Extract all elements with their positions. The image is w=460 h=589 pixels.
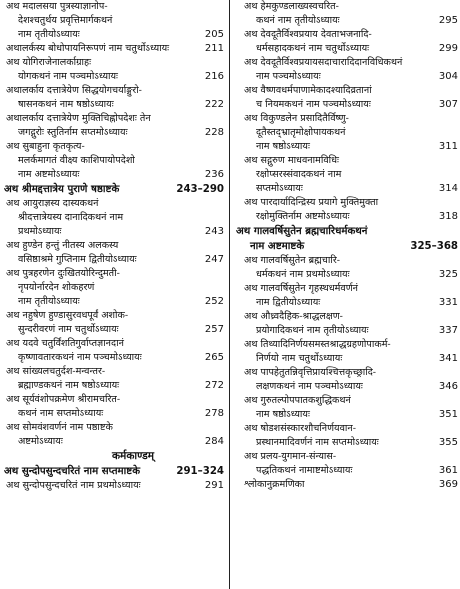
section-heading	[232, 224, 460, 254]
entry-title-line: च नियमकथनं नाम पञ्चमोऽध्यायः	[256, 99, 371, 110]
entry-title-line: अथालर्कस्य बोधोपायनिरूपणं नाम चतुर्थोऽध्यायः	[6, 43, 170, 54]
entry-title-line: दूतैस्तद्भ्रातृमोक्षोपायकथनं	[256, 127, 346, 138]
section-heading	[0, 464, 226, 479]
page-number: 272	[204, 380, 224, 391]
entry-title-line: अथ आयुराज्ञस्य दास्यकथनं	[6, 198, 99, 209]
entry-title-line: अथ सुबाहुना कृतकृत्य-	[6, 141, 85, 152]
page-number: 222	[204, 99, 224, 110]
entry-title-line: अथ वैष्णवधर्मपाणामेकादश्यादिव्रतानां	[244, 85, 372, 96]
toc-entry	[0, 337, 226, 365]
entry-title-line: अथ पारदार्यादिन्द्रिस्य प्रयागे मुक्तिमुक्ता	[244, 197, 379, 208]
toc-entry	[232, 112, 460, 154]
entry-title-line: अथ विकुण्डलेन प्रसादितैर्विष्णु-	[244, 113, 349, 124]
entry-title-line: अथ हेमकुण्डलाख्यस्वचरित-	[244, 1, 339, 12]
toc-entry	[0, 42, 226, 56]
entry-title-line: पद्धतिकथनं नामाष्टमोऽध्यायः	[256, 465, 353, 476]
entry-title-line: रक्षोप्सरस्संवादकथनं नाम	[256, 169, 342, 180]
entry-title-line: नाम षष्ठोऽध्यायः	[256, 409, 310, 420]
toc-entry	[232, 338, 460, 366]
entry-title-line: नृपयोर्नारदेन शोकहरणं	[18, 282, 95, 293]
page-number: 325	[438, 269, 458, 280]
right-column	[232, 0, 460, 492]
entry-title-line: अथ हुण्डेन हन्तुं नीतस्य अलकस्य	[6, 240, 119, 251]
entry-title-line: कृष्णावतारकथनं नाम पञ्चमोऽध्यायः	[18, 352, 142, 363]
toc-entry	[0, 112, 226, 140]
toc-entry	[0, 479, 226, 493]
toc-entry	[232, 450, 460, 478]
entry-title-line: अथ सद्गुरुण माधवनामविधिः	[244, 155, 339, 166]
entry-title-line: अथ औध्र्वदैहिक-श्राद्धलक्षण-	[244, 311, 343, 322]
entry-title-line: नाम षष्ठोऽध्यायः	[256, 141, 310, 152]
page-number: 369	[438, 479, 458, 490]
section-page-range: 243–290	[176, 184, 224, 195]
toc-entry	[0, 365, 226, 393]
page-number: 216	[204, 71, 224, 82]
entry-title-line: अथ यदवे चतुर्विंशतिगुर्वाप्तज्ञानदानं	[6, 338, 124, 349]
entry-title-line: जगद्गुरोः स्तुतिर्नाम सप्तमोऽध्यायः	[18, 127, 128, 138]
page-number: 361	[438, 465, 458, 476]
toc-entry	[0, 84, 226, 112]
section-heading	[0, 182, 226, 197]
entry-title-line: मलर्कमागतं वीक्ष्य काशिपायोपदेशो	[18, 155, 135, 166]
entry-title-line: अथ प्रलय-युगमान-संन्यास-	[244, 451, 337, 462]
entry-title-line: अथ पापहेतुतन्निवृत्तिप्रायश्चित्तकृच्छ्रादि-	[244, 367, 377, 378]
page-number: 318	[438, 211, 458, 222]
entry-title-line: अथालर्काय दत्तात्रेयेण मुक्तिचिह्नोपदेशः तेन	[6, 113, 151, 124]
entry-title-line: अथ सुन्दोपसुन्दचरितं नाम प्रथमोऽध्यायः	[6, 480, 141, 491]
entry-title-line: नाम द्वितीयोऽध्यायः	[256, 297, 321, 308]
toc-entry	[232, 282, 460, 310]
entry-title-line: नाम पञ्चमोऽध्यायः	[256, 71, 321, 82]
entry-title-line: अथ तिथ्यादिनिर्णयसमस्तश्राद्धग्रहणोपाकर्म-	[244, 339, 391, 350]
entry-title-line: श्लोकानुक्रमणिका	[244, 479, 305, 490]
page-number: 291	[204, 480, 224, 491]
toc-entry	[0, 309, 226, 337]
entry-title-line: अथ षोडशसंस्कारशौचनिर्णयवान-	[244, 423, 356, 434]
entry-title-line: सप्तमोऽध्यायः	[256, 183, 303, 194]
entry-title-line: अथालर्काय दत्तात्रेयेण सिद्धयोगचर्याङ्गुरो-	[6, 85, 142, 96]
entry-title-line: कथनं नाम तृतीयोऽध्यायः	[256, 15, 340, 26]
left-column	[0, 0, 226, 493]
page-number: 265	[204, 352, 224, 363]
section-title: अथ सुन्दोपसुन्दचरितं नाम सप्तमाष्टके	[4, 465, 141, 477]
page-number: 205	[204, 29, 224, 40]
page-number: 211	[204, 43, 224, 54]
entry-title-line: वसिष्ठाश्रमे गुप्तिनाम द्वितीयोऽध्यायः	[18, 254, 137, 265]
toc-entry	[232, 0, 460, 28]
entry-title-line: नाम तृतीयोऽध्यायः	[18, 296, 80, 307]
toc-entry	[0, 393, 226, 421]
toc-entry	[0, 197, 226, 239]
entry-title-line: रक्षोमुक्तिर्नाम अष्टमोऽध्यायः	[256, 211, 350, 222]
entry-title-line: अथ सोमवंशवर्णनं नाम पष्ठाष्टके	[6, 422, 113, 433]
toc-entry	[232, 422, 460, 450]
entry-title-line: धर्मकथनं नाम प्रथमोऽध्यायः	[256, 269, 350, 280]
toc-entry	[232, 478, 460, 492]
entry-title-line: अथ मदालसया पुत्रस्याज्ञानोप-	[6, 1, 108, 12]
toc-entry	[232, 394, 460, 422]
entry-title-line: अष्टमोऽध्यायः	[18, 436, 63, 447]
page-number: 351	[438, 409, 458, 420]
entry-title-line: अथ योगिराजेनालर्काग्राहः	[6, 57, 92, 68]
entry-title-line: देशश्चतुर्थय प्रवृत्तिमार्गकथनं	[18, 15, 113, 26]
entry-title-line: अथ सूर्यवंशोपक्रमेण श्रीरामचरित-	[6, 394, 121, 405]
entry-title-line: निर्णयो नाम चतुर्थोऽध्यायः	[256, 353, 343, 364]
page-number: 236	[204, 169, 224, 180]
page-number: 252	[204, 296, 224, 307]
page-number: 304	[438, 71, 458, 82]
entry-title-line: अथ देवदूतैर्विश्वप्रयाय देवताभजनादि-	[244, 29, 372, 40]
entry-title-line: अथ पुत्रहरणेन दुःखितयोरिन्दुमती-	[6, 268, 120, 279]
page-number: 346	[438, 381, 458, 392]
toc-entry	[0, 421, 226, 449]
page-number: 311	[438, 141, 458, 152]
toc-entry	[0, 56, 226, 84]
page-number: 314	[438, 183, 458, 194]
column-divider	[229, 0, 230, 589]
section-title: अथ श्रीमद्दत्तात्रेय पुराणे षष्ठाष्टके	[4, 183, 120, 195]
toc-entry	[0, 0, 226, 42]
toc-entry	[232, 196, 460, 224]
page-number: 337	[438, 325, 458, 336]
page-number: 247	[204, 254, 224, 265]
entry-title-line: धर्मसहादकथनं नाम चतुर्थोऽध्यायः	[256, 43, 370, 54]
entry-title-line: अथ गुरुतल्पोपपातकशुद्धिकथनं	[244, 395, 351, 406]
toc-entry	[0, 239, 226, 267]
section-title-line2: नाम अष्टमाष्टके	[250, 240, 305, 252]
toc-entry	[232, 28, 460, 56]
page-number: 257	[204, 324, 224, 335]
entry-title-line: ब्रह्माण्डकथनं नाम षष्ठोऽध्यायः	[18, 380, 120, 391]
page-number: 295	[438, 15, 458, 26]
entry-title-line: योगकथनं नाम पञ्चमोऽध्यायः	[18, 71, 118, 82]
entry-title-line: अथ सांख्यलचतुर्दश-मन्वन्तर-	[6, 366, 106, 377]
section-page-range: 291–324	[176, 466, 224, 477]
toc-entry	[232, 254, 460, 282]
entry-title-line: सुन्दरीवरणं नाम चतुर्थोऽध्यायः	[18, 324, 119, 335]
entry-title-line: षासनकथनं नाम षष्ठोऽध्यायः	[18, 99, 114, 110]
toc-entry	[0, 267, 226, 309]
page-number: 307	[438, 99, 458, 110]
entry-title-line: लक्षणकथनं नाम पञ्चमोऽध्यायः	[256, 381, 363, 392]
entry-title-line: कथनं नाम सप्तमोऽध्यायः	[18, 408, 104, 419]
page-number: 299	[438, 43, 458, 54]
page-number: 228	[204, 127, 224, 138]
page-number: 341	[438, 353, 458, 364]
page-number: 243	[204, 226, 224, 237]
entry-title-line: अथ गालवर्षिसुतेन ब्रह्मचारि-	[244, 255, 340, 266]
subheading-karmakanda: कर्मकाण्डम्	[111, 450, 154, 462]
toc-entry	[232, 154, 460, 196]
page-number: 331	[438, 297, 458, 308]
toc-entry	[232, 56, 460, 84]
entry-title-line: नाम अष्टमोऽध्यायः	[18, 169, 80, 180]
toc-entry	[0, 140, 226, 182]
entry-title-line: प्रयोगादिकथनं नाम तृतीयोऽध्यायः	[256, 325, 369, 336]
entry-title-line: श्रीदत्तात्रेयस्य दानादिकथनं नाम	[18, 212, 124, 223]
entry-title-line: अथ गालवर्षिसुतेन गृहस्थधर्मवर्णनं	[244, 283, 358, 294]
entry-title-line: नाम तृतीयोऽध्यायः	[18, 29, 80, 40]
entry-title-line: प्रस्थानमादिवर्णनं नाम सप्तमोऽध्यायः	[256, 437, 379, 448]
section-page-range: 325–368	[410, 241, 458, 252]
page-number: 278	[204, 408, 224, 419]
toc-entry	[232, 84, 460, 112]
entry-title-line: प्रथमोऽध्यायः	[18, 226, 62, 237]
entry-title-line: अथ नहुषेण हुण्डासुरवधपूर्वं अशोक-	[6, 310, 129, 321]
page-number: 284	[204, 436, 224, 447]
entry-title-line: अथ देवदूतैर्विश्वप्रयायसदाचारादिदानविधिकथनं	[244, 57, 403, 68]
toc-entry	[232, 366, 460, 394]
section-title: अथ गालवर्षिसुतेन ब्रह्मचारिधर्मकथनं	[236, 225, 368, 237]
toc-entry	[232, 310, 460, 338]
page-number: 355	[438, 437, 458, 448]
